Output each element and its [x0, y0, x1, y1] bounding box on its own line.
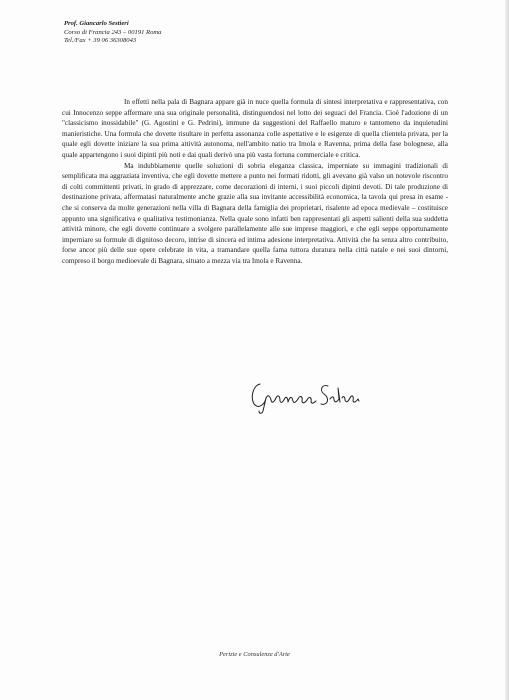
paragraph-2: Ma indubbiamente quelle soluzioni di sobria eleganza classica, imperniate su immagini tradizionali di semplificata ma aggraziata inventiva, che egli dovette mettere a punto nei formati ridotti, gli avevano già valso un notevole riscontro di colti committenti privati, in grado di apprezzare, come decorazioni di interni, i suoi piccoli dipinti devoti. Di tale produzione di destinazione privata, affermatasi naturalmente anche grazie alla sua invitante accessibilità economica, la tavola qui presa in esame - che si conserva da molte generazioni nella villa di Bagnara della famiglia dei proprietari, risalente ad epoca medievale – costituisce appunto una significativa e qualitativa testimonianza. Nella quale sono infatti ben rappresentati gli aspetti salienti della sua suddetta attività minore, che egli dovette continuare a svolgere parallelamente alle sue imprese maggiori, e che egli seppe opportunamente imperniare su formule di dignitoso decoro, intrise di sincera ed intima adesione interpretativa. Attività che ha senza altro contribuito, forse ancor più delle sue opere celebrate in vita, a tramandare quella fama tuttora duratura nella città natale e nei suoi dintorni, compreso il borgo medioevale di Bagnara, situato a mezza via tra Imola e Ravenna. [62, 161, 448, 265]
page-footer: Perizie e Consulenze d'Arte [219, 651, 290, 658]
handwritten-signature [246, 374, 376, 414]
letterhead-address: Corso di Francia 243 – 00191 Roma [64, 28, 162, 36]
letterhead [64, 20, 161, 46]
letterhead-name: Prof. Giancarlo Sestieri [64, 20, 129, 27]
page-edge-shadow [505, 0, 509, 700]
letter-body [62, 97, 448, 267]
paragraph-1: In effetti nella pala di Bagnara appare già in nuce quella formula di sintesi interpretativa e rappresentativa, con cui Innocenzo seppe affermare una sua originale personalità, distinguendosi nel lotto dei seguaci del Francia. Cioè l'adozione di un "classicismo inossidabile" (G. Agostini e G. Pedrini), immune da suggestioni del Raffaello maturo e tantomeno da inquietudini manieristiche. Una formula che dovette risultare in perfetta assonanza colle aspettative e le esigenze di quella clientela privata, per la quale egli dovette iniziare la sua prima attività autonoma, nell'ambito natio tra Imola e Ravenna, prima della fase bolognese, alla quale appartengono i suoi dipinti più noti e dai quali derivò una più vasta fortuna commerciale e critica. [62, 98, 448, 159]
letterhead-phone: Tel./Fax + 39 06 36308043 [64, 37, 137, 45]
